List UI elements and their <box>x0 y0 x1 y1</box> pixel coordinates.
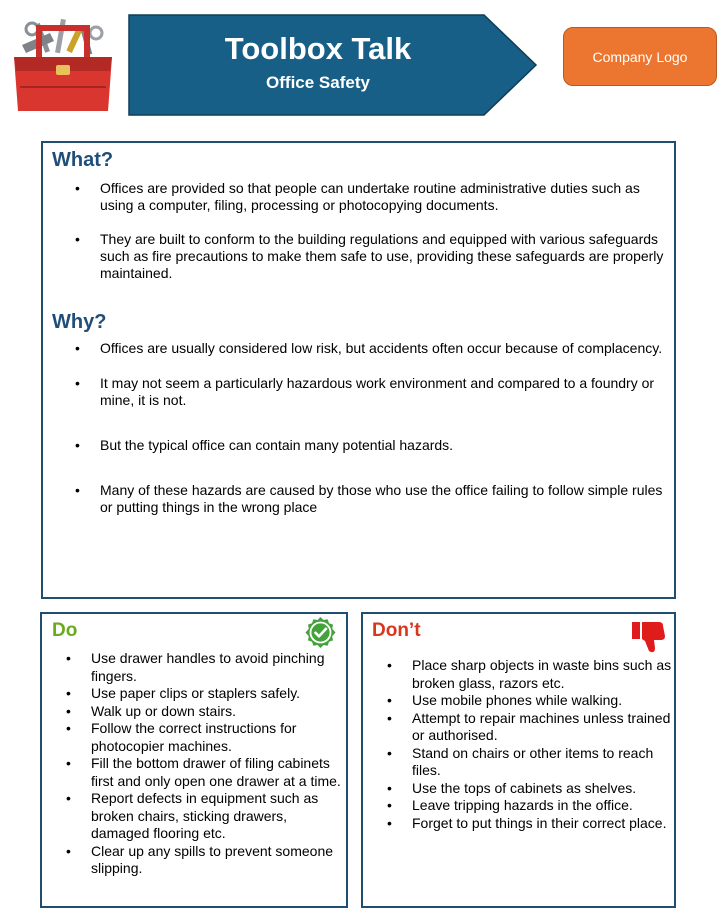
list-item: • Use drawer handles to avoid pinching fingers. <box>41 650 346 685</box>
do-heading: Do <box>52 620 78 641</box>
list-item: • Use paper clips or staplers safely. <box>41 685 346 703</box>
why-heading: Why? <box>52 311 107 333</box>
page-subtitle: Office Safety <box>266 73 370 92</box>
list-item: • Offices are provided so that people can undertake routine administrative duties such as using a computer, filing, processing or photocopying documents. <box>53 180 668 214</box>
company-logo-placeholder: Company Logo <box>563 27 717 86</box>
list-item: • Walk up or down stairs. <box>41 703 346 721</box>
list-item: • Clear up any spills to prevent someone slipping. <box>41 843 346 878</box>
list-item: • Use the tops of cabinets as shelves. <box>362 780 674 798</box>
list-item: • But the typical office can contain many potential hazards. <box>53 437 668 454</box>
list-item: • Place sharp objects in waste bins such as broken glass, razors etc. <box>362 657 674 692</box>
list-item: • Stand on chairs or other items to reach files. <box>362 745 674 780</box>
why-list <box>53 340 668 516</box>
dont-list <box>362 657 674 832</box>
list-item: • Report defects in equipment such as broken chairs, sticking drawers, damaged flooring etc. <box>41 790 346 843</box>
list-item: • Leave tripping hazards in the office. <box>362 797 674 815</box>
title-banner <box>128 14 538 116</box>
page-title: Toolbox Talk <box>224 31 412 66</box>
list-item: • They are built to conform to the building regulations and equipped with various safeguards such as fire precautions to make them safe to use, providing these safeguards are properly maintained. <box>53 231 668 282</box>
list-item: • Many of these hazards are caused by those who use the office failing to follow simple rules or putting things in the wrong place <box>53 482 668 516</box>
list-item: • Fill the bottom drawer of filing cabinets first and only open one drawer at a time. <box>41 755 346 790</box>
what-heading: What? <box>52 149 114 171</box>
list-item: • Follow the correct instructions for photocopier machines. <box>41 720 346 755</box>
what-list <box>53 180 668 282</box>
check-circle-icon <box>304 616 337 649</box>
list-item: • Offices are usually considered low risk, but accidents often occur because of complacency. <box>53 340 668 357</box>
dont-heading: Don’t <box>372 620 421 641</box>
list-item: • Forget to put things in their correct place. <box>362 815 674 833</box>
list-item: • It may not seem a particularly hazardous work environment and compared to a foundry or mine, it is not. <box>53 375 668 409</box>
list-item: • Use mobile phones while walking. <box>362 692 674 710</box>
do-list <box>41 650 346 878</box>
toolbox-icon <box>10 15 116 115</box>
thumbs-down-icon <box>631 620 669 654</box>
list-item: • Attempt to repair machines unless trained or authorised. <box>362 710 674 745</box>
